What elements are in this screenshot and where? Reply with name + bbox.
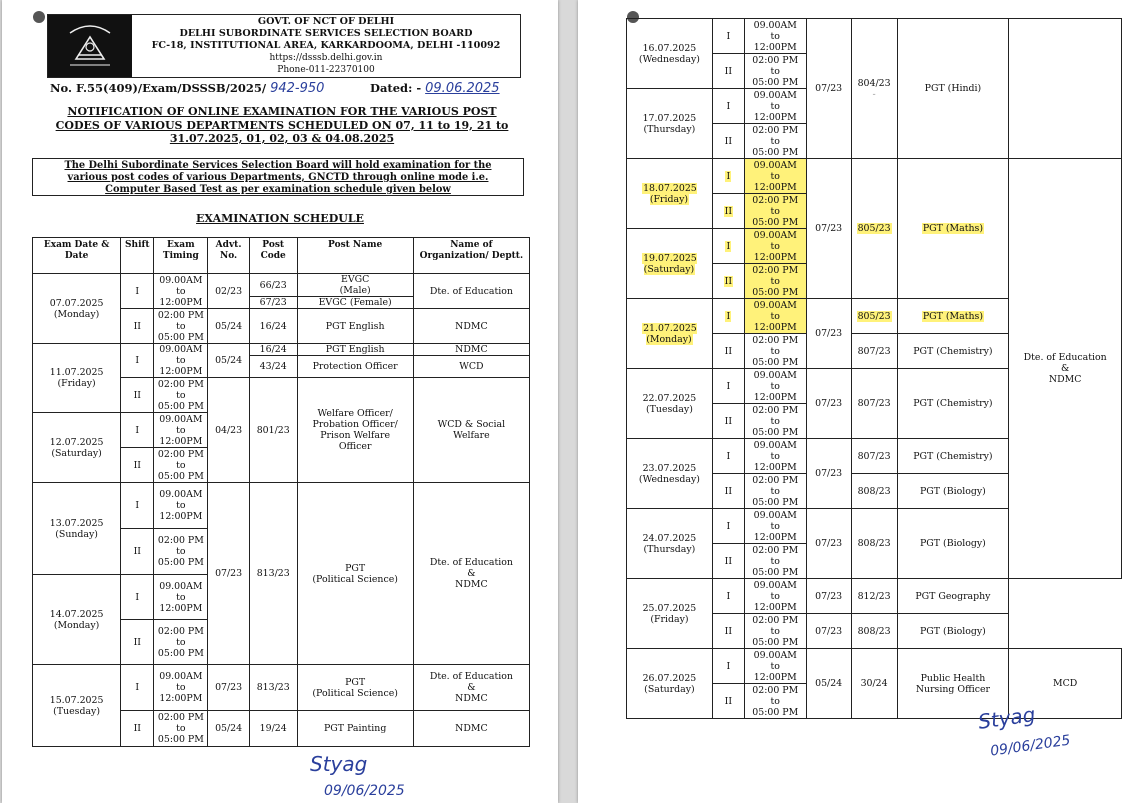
organization: Dte. of Education & NDMC — [1009, 159, 1122, 579]
exam-date: 14.07.2025 (Monday) — [33, 575, 121, 665]
shift: II — [121, 309, 154, 344]
advt-no: 05/24 — [208, 344, 250, 378]
shift: II — [712, 684, 744, 719]
post-code: 808/23 — [851, 509, 897, 579]
highlighted-shift: II — [724, 275, 733, 287]
exam-timing: 02:00 PM to 05:00 PM — [744, 474, 806, 509]
exam-timing: 02:00 PM to 05:00 PM — [744, 614, 806, 649]
post-code: 43/24 — [249, 356, 297, 378]
advt-no: 07/23 — [806, 439, 851, 509]
shift: I — [121, 483, 154, 529]
shift: I — [121, 665, 154, 711]
dated-line — [370, 81, 500, 96]
notification-line: 31.07.2025, 01, 02, 03 & 04.08.2025 — [169, 132, 395, 145]
organization: NDMC — [413, 309, 529, 344]
advt-no: 07/23 — [806, 159, 851, 299]
exam-date: 17.07.2025 (Thursday) — [627, 89, 713, 159]
post-code — [851, 19, 897, 159]
board-note-line: Computer Based Test as per examination schedule given below — [105, 184, 451, 195]
exam-timing: 02:00 PM to 05:00 PM — [154, 620, 208, 665]
exam-timing: 02:00 PM to 05:00 PM — [744, 404, 806, 439]
exam-timing: 09.00AM to 12:00PM — [744, 159, 806, 194]
exam-timing: 09.00AM to 12:00PM — [744, 229, 806, 264]
header-website: https://dsssb.delhi.gov.in — [269, 53, 383, 63]
shift: II — [712, 334, 744, 369]
advt-no: 07/23 — [806, 579, 851, 614]
shift: II — [121, 620, 154, 665]
post-code: 807/23 — [851, 369, 897, 439]
organization: NDMC — [413, 711, 529, 747]
post-name: PGT Geography — [897, 579, 1009, 614]
exam-date: 11.07.2025 (Friday) — [33, 344, 121, 413]
advt-no: 07/23 — [806, 299, 851, 369]
highlighted-shift: I — [726, 310, 731, 322]
board-note — [32, 158, 524, 196]
shift: I — [121, 413, 154, 448]
post-name: EVGC (Female) — [297, 297, 413, 309]
col-header-date: Exam Date & Date — [33, 238, 121, 274]
organization: NDMC — [413, 344, 529, 356]
shift: I — [712, 19, 744, 54]
highlighted-date: 21.07.2025 (Monday) — [643, 322, 697, 345]
table-row — [33, 344, 530, 356]
exam-timing: 02:00 PM to 05:00 PM — [744, 124, 806, 159]
exam-timing: 09.00AM to 12:00PM — [744, 299, 806, 334]
post-code: 813/23 — [249, 665, 297, 711]
shift: II — [712, 544, 744, 579]
post-code: 807/23 — [851, 334, 897, 369]
shift: I — [712, 509, 744, 544]
post-name — [897, 159, 1009, 299]
reference-prefix: No. F.55(409)/Exam/DSSSB/2025/ — [50, 81, 267, 95]
shift: II — [712, 614, 744, 649]
page-left — [2, 0, 558, 803]
exam-timing: 09.00AM to 12:00PM — [154, 665, 208, 711]
highlighted-shift: I — [726, 240, 731, 252]
shift: I — [121, 274, 154, 309]
post-name: PGT English — [297, 344, 413, 356]
post-name: PGT (Chemistry) — [897, 439, 1009, 474]
post-code: 808/23 — [851, 614, 897, 649]
highlighted-shift: I — [726, 170, 731, 182]
col-header-timing: Exam Timing — [154, 238, 208, 274]
exam-timing: 09.00AM to 12:00PM — [744, 369, 806, 404]
exam-timing: 09.00AM to 12:00PM — [154, 413, 208, 448]
exam-timing: 09.00AM to 12:00PM — [744, 579, 806, 614]
exam-timing: 09.00AM to 12:00PM — [154, 274, 208, 309]
table-row — [627, 159, 1122, 194]
exam-timing: 09.00AM to 12:00PM — [744, 89, 806, 124]
shift: II — [712, 474, 744, 509]
advt-no: 05/24 — [208, 711, 250, 747]
advt-no: 07/23 — [806, 19, 851, 159]
col-header-post-name: Post Name — [297, 238, 413, 274]
shift: II — [121, 378, 154, 413]
exam-timing: 09.00AM to 12:00PM — [154, 575, 208, 620]
shift — [712, 159, 744, 194]
post-code: 808/23 — [851, 474, 897, 509]
table-row — [33, 274, 530, 297]
exam-timing: 02:00 PM to 05:00 PM — [744, 684, 806, 719]
col-header-advt: Advt. No. — [208, 238, 250, 274]
post-code — [851, 159, 897, 299]
organization: WCD & Social Welfare — [413, 378, 529, 483]
exam-date: 24.07.2025 (Thursday) — [627, 509, 713, 579]
board-note-line: various post codes of various Departments, GNCTD through online mode i.e. — [67, 172, 489, 183]
post-code: 67/23 — [249, 297, 297, 309]
shift: II — [121, 711, 154, 747]
advt-no: 04/23 — [208, 378, 250, 483]
exam-date: 25.07.2025 (Friday) — [627, 579, 713, 649]
notification-line: CODES OF VARIOUS DEPARTMENTS SCHEDULED ON 07, 11 to 19, 21 to — [55, 118, 509, 132]
post-name: PGT English — [297, 309, 413, 344]
shift — [712, 229, 744, 264]
shift: I — [121, 575, 154, 620]
exam-date — [627, 299, 713, 369]
shift: II — [712, 124, 744, 159]
exam-timing: 09.00AM to 12:00PM — [744, 19, 806, 54]
table-row — [627, 649, 1122, 684]
advt-no: 05/24 — [208, 309, 250, 344]
advt-no: 02/23 — [208, 274, 250, 309]
shift — [712, 299, 744, 334]
shift — [712, 264, 744, 299]
shift: I — [712, 369, 744, 404]
exam-date: 16.07.2025 (Wednesday) — [627, 19, 713, 89]
post-name — [897, 299, 1009, 334]
highlighted-post-name: PGT (Maths) — [922, 223, 983, 234]
post-code: 16/24 — [249, 309, 297, 344]
notification-line: NOTIFICATION OF ONLINE EXAMINATION FOR THE VARIOUS POST — [67, 105, 497, 118]
organization: Dte. of Education & NDMC — [413, 665, 529, 711]
post-name: EVGC (Male) — [297, 274, 413, 297]
exam-date: 15.07.2025 (Tuesday) — [33, 665, 121, 747]
post-code: 30/24 — [851, 649, 897, 719]
exam-timing: 09.00AM to 12:00PM — [154, 483, 208, 529]
exam-timing: 02:00 PM to 05:00 PM — [744, 544, 806, 579]
exam-timing: 02:00 PM to 05:00 PM — [744, 334, 806, 369]
dated-label: Dated: - — [370, 81, 422, 95]
post-name: Welfare Officer/ Probation Officer/ Prison Welfare Officer — [297, 378, 413, 483]
exam-timing: 02:00 PM to 05:00 PM — [744, 194, 806, 229]
exam-date: 22.07.2025 (Tuesday) — [627, 369, 713, 439]
exam-timing: 09.00AM to 12:00PM — [744, 439, 806, 474]
highlighted-post-code: 805/23 — [857, 310, 891, 322]
handwritten-date: 09.06.2025 — [425, 81, 500, 96]
col-header-shift: Shift — [121, 238, 154, 274]
header-board: DELHI SUBORDINATE SERVICES SELECTION BOARD — [179, 28, 473, 39]
post-name: Protection Officer — [297, 356, 413, 378]
schedule-table-page1 — [32, 237, 530, 747]
post-name: PGT (Biology) — [897, 509, 1009, 579]
post-code: 801/23 — [249, 378, 297, 483]
advt-no: 07/23 — [806, 614, 851, 649]
shift: II — [712, 404, 744, 439]
post-code: 19/24 — [249, 711, 297, 747]
shift: I — [712, 439, 744, 474]
advt-no: 07/23 — [208, 483, 250, 665]
exam-timing: 09.00AM to 12:00PM — [744, 649, 806, 684]
exam-date — [627, 159, 713, 229]
post-code: 66/23 — [249, 274, 297, 297]
organization — [1009, 19, 1122, 159]
post-name: PGT Painting — [297, 711, 413, 747]
highlighted-date: 19.07.2025 (Saturday) — [643, 252, 697, 275]
exam-timing: 02:00 PM to 05:00 PM — [154, 711, 208, 747]
highlighted-post-code: 805/23 — [857, 223, 891, 234]
shift: II — [712, 54, 744, 89]
shift: II — [121, 448, 154, 483]
page-right — [578, 0, 1134, 803]
schedule-title: EXAMINATION SCHEDULE — [196, 212, 364, 225]
table-row — [627, 579, 1122, 614]
exam-timing: 09.00AM to 12:00PM — [744, 509, 806, 544]
organization: WCD — [413, 356, 529, 378]
exam-timing: 02:00 PM to 05:00 PM — [154, 378, 208, 413]
shift: I — [712, 579, 744, 614]
shift: I — [712, 649, 744, 684]
board-note-line: The Delhi Subordinate Services Selection Board will hold examination for the — [64, 160, 492, 171]
post-name: PGT (Political Science) — [297, 665, 413, 711]
post-name: PGT (Chemistry) — [897, 369, 1009, 439]
post-name: PGT (Political Science) — [297, 483, 413, 665]
exam-date: 12.07.2025 (Saturday) — [33, 413, 121, 483]
reference-number — [50, 81, 324, 96]
shift: I — [121, 344, 154, 378]
exam-timing: 02:00 PM to 05:00 PM — [744, 54, 806, 89]
table-row — [33, 665, 530, 711]
highlighted-date: 18.07.2025 (Friday) — [643, 182, 697, 205]
post-code: 16/24 — [249, 344, 297, 356]
advt-no: 07/23 — [208, 665, 250, 711]
highlighted-post-name: PGT (Maths) — [922, 310, 983, 322]
signature: Styag — [310, 752, 368, 776]
col-header-post-code: Post Code — [249, 238, 297, 274]
exam-date: 23.07.2025 (Wednesday) — [627, 439, 713, 509]
exam-timing: 09.00AM to 12:00PM — [154, 344, 208, 378]
exam-date: 26.07.2025 (Saturday) — [627, 649, 713, 719]
signature-date: 09/06/2025 — [324, 783, 405, 799]
col-header-org: Name of Organization/ Deptt. — [413, 238, 529, 274]
exam-timing: 02:00 PM to 05:00 PM — [154, 448, 208, 483]
signature: Styag — [976, 702, 1037, 734]
post-code-value: 804/23 — [857, 77, 891, 89]
advt-no: 07/23 — [806, 509, 851, 579]
dash-mark: - — [872, 88, 876, 100]
post-code: 813/23 — [249, 483, 297, 665]
shift: II — [121, 529, 154, 575]
table-header-row — [33, 238, 530, 274]
advt-no: 07/23 — [806, 369, 851, 439]
post-name: PGT (Hindi) — [897, 19, 1009, 159]
advt-no: 05/24 — [806, 649, 851, 719]
exam-date — [627, 229, 713, 299]
post-code — [851, 299, 897, 334]
dsssb-logo — [48, 15, 132, 77]
post-name: Public Health Nursing Officer — [897, 649, 1009, 719]
header-govt: GOVT. OF NCT OF DELHI — [257, 16, 395, 27]
organization: Dte. of Education — [413, 274, 529, 309]
post-name: PGT (Chemistry) — [897, 334, 1009, 369]
letterhead — [47, 14, 521, 78]
punch-hole — [33, 11, 45, 23]
shift — [712, 194, 744, 229]
highlighted-shift: II — [724, 205, 733, 217]
exam-timing: 02:00 PM to 05:00 PM — [154, 529, 208, 575]
table-row — [33, 483, 530, 529]
organization: MCD — [1009, 649, 1122, 719]
exam-timing: 02:00 PM to 05:00 PM — [154, 309, 208, 344]
signature-date: 09/06/2025 — [989, 732, 1072, 760]
post-name: PGT (Biology) — [897, 614, 1009, 649]
header-address: FC-18, INSTITUTIONAL AREA, KARKARDOOMA, DELHI -110092 — [151, 40, 501, 51]
post-code: 812/23 — [851, 579, 897, 614]
post-name: PGT (Biology) — [897, 474, 1009, 509]
organization: Dte. of Education & NDMC — [413, 483, 529, 665]
post-code: 807/23 — [851, 439, 897, 474]
exam-date: 13.07.2025 (Sunday) — [33, 483, 121, 575]
header-phone: Phone-011-22370100 — [277, 65, 375, 75]
exam-timing: 02:00 PM to 05:00 PM — [744, 264, 806, 299]
handwritten-number: 942-950 — [270, 81, 325, 96]
shift: I — [712, 89, 744, 124]
schedule-table-page2 — [626, 18, 1122, 719]
table-row — [627, 19, 1122, 54]
exam-date: 07.07.2025 (Monday) — [33, 274, 121, 344]
notification-title — [32, 105, 532, 146]
